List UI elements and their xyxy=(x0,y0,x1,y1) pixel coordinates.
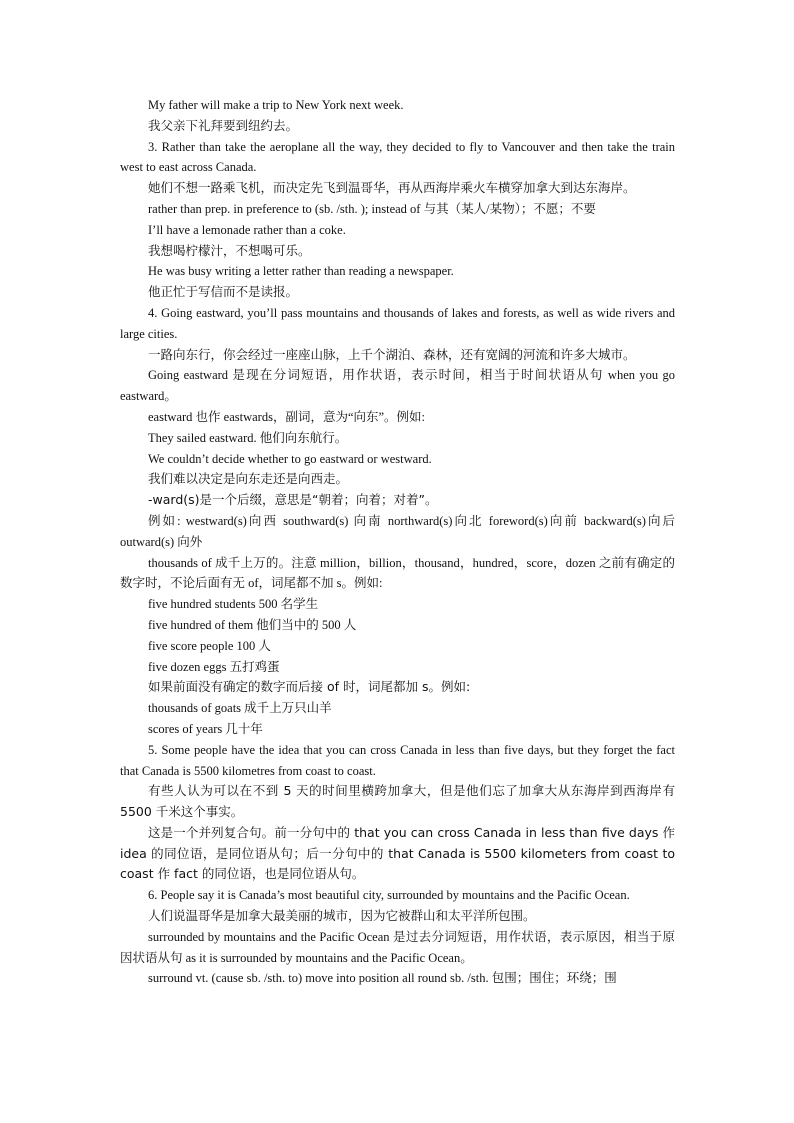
translation-6: 人们说温哥华是加拿大最美丽的城市，因为它被群山和太平洋所包围。 xyxy=(148,908,536,924)
suffix-note: -ward(s)是一个后缀，意思是“朝着；向着；对着”。 xyxy=(148,492,438,508)
example-sentence-en: My father will make a trip to New York next week. xyxy=(148,98,404,112)
example-phrase: five dozen eggs 五打鸡蛋 xyxy=(148,659,280,674)
example-sentence-en: He was busy writing a letter rather than reading a newspaper. xyxy=(148,264,454,279)
example-sentence-en: We couldn’t decide whether to go eastward or westward. xyxy=(148,451,432,466)
example-sentence-zh: 他正忙于写信而不是读报。 xyxy=(148,284,299,300)
translation-3: 她们不想一路乘飞机，而决定先飞到温哥华，再从西海岸乘火车横穿加拿大到达东海岸。 xyxy=(148,180,636,196)
example-sentence-en: I’ll have a lemonade rather than a coke. xyxy=(148,222,346,237)
grammar-note: surrounded by mountains and the Pacific Ocean 是过去分词短语，用作状语，表示原因，相当于原因状语从句 as it is surrounded by mountains and the Pacific Ocean。 xyxy=(120,929,675,965)
vocab-rather-than: rather than prep. in preference to (sb. /sth. ); instead of 与其（某人/某物）；不愿；不要 xyxy=(148,201,596,216)
example-phrase: five score people 100 人 xyxy=(148,638,271,653)
example-phrase: five hundred students 500 名学生 xyxy=(148,597,319,612)
translation-4: 一路向东行，你会经过一座座山脉，上千个湖泊、森林，还有宽阔的河流和许多大城市。 xyxy=(148,346,636,362)
numbered-sentence-5: 5. Some people have the idea that you can cross Canada in less than five days, but they forget the fact that Canada is 5500 kilometres from coast to coast. xyxy=(120,742,675,778)
vocab-thousands-of: thousands of 成千上万的。注意 million，billion，thousand，hundred，score，dozen 之前有确定的数字时，不论后面有无 of，词尾都不加 s。例如: xyxy=(120,555,675,591)
example-sentence: They sailed eastward. 他们向东航行。 xyxy=(148,430,348,445)
text-body xyxy=(120,95,675,989)
vocab-eastward: eastward 也作 eastwards，副词，意为“向东”。例如: xyxy=(148,409,426,424)
example-sentence-zh: 我想喝柠檬汁，不想喝可乐。 xyxy=(148,242,311,258)
numbered-sentence-6: 6. People say it is Canada’s most beautiful city, surrounded by mountains and the Pacific Ocean. xyxy=(148,888,630,903)
translation-5: 有些人认为可以在不到 5 天的时间里横跨加拿大，但是他们忘了加拿大从东海岸到西海岸有 5500 千米这个事实。 xyxy=(120,783,675,820)
numbered-sentence-3: 3. Rather than take the aeroplane all the way, they decided to fly to Vancouver and then take the train west to east across Canada. xyxy=(120,139,675,175)
vocab-surround: surround vt. (cause sb. /sth. to) move into position all round sb. /sth. 包围；围住；环绕；围 xyxy=(148,971,617,986)
example-phrase: five hundred of them 他们当中的 500 人 xyxy=(148,617,357,632)
grammar-note: Going eastward 是现在分词短语，用作状语，表示时间，相当于时间状语从句 when you go eastward。 xyxy=(120,368,675,404)
rule-note: 如果前面没有确定的数字而后接 of 时，词尾都加 s。例如: xyxy=(148,679,471,695)
example-phrase: thousands of goats 成千上万只山羊 xyxy=(148,701,332,716)
example-phrase: scores of years 几十年 xyxy=(148,721,263,736)
example-sentence-zh: 我父亲下礼拜要到纽约去。 xyxy=(148,117,299,133)
numbered-sentence-4: 4. Going eastward, you’ll pass mountains and thousands of lakes and forests, as well as wide rivers and large cities. xyxy=(120,305,675,341)
suffix-examples: 例如: westward(s)向西 southward(s) 向南 northward(s)向北 foreword(s)向前 backward(s)向后 outward(s) 向外 xyxy=(120,513,675,549)
example-sentence-zh: 我们难以决定是向东走还是向西走。 xyxy=(148,471,349,487)
grammar-note: 这是一个并列复合句。前一分句中的 that you can cross Canada in less than five days 作 idea 的同位语，是同位语从句；后一分句中的 that Canada is 5500 kilometers from coast to coast 作 fact 的同位语，也是同位语从句。 xyxy=(120,824,675,882)
